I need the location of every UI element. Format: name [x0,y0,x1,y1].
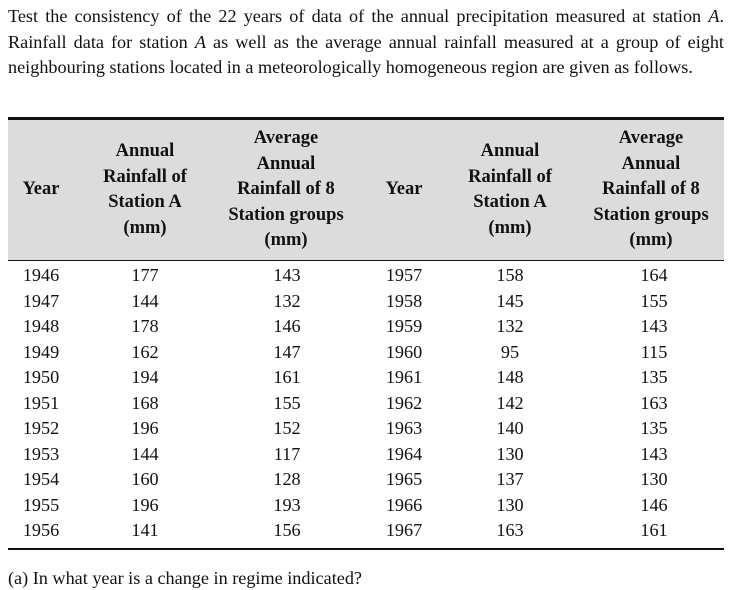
station-a-rainfall-cell: 144 [131,290,159,311]
header-year: Year [385,179,423,200]
rainfall-data-table [8,117,724,550]
station-a-rainfall-cell: 158 [496,265,524,285]
year-cell: 1965 [385,469,423,489]
station-a-rainfall-cell: 162 [131,341,159,362]
year-cell: 1963 [385,418,423,438]
header-average-rainfall: Average Annual Rainfall of 8 Station groups (mm) [593,128,709,251]
table-bottom-rule [8,548,724,550]
table-row [8,493,724,519]
station-a-rainfall-cell: 196 [131,494,159,515]
year-cell: 1961 [385,367,423,387]
table-row [8,442,724,468]
average-rainfall-cell: 128 [273,469,301,489]
year-cell: 1966 [385,494,423,515]
year-cell: 1951 [22,392,60,413]
station-a-rainfall-cell: 95 [500,341,520,362]
station-a-rainfall-cell: 130 [496,443,524,464]
table-row [8,314,724,340]
year-cell: 1947 [22,290,60,311]
year-cell: 1955 [22,494,60,515]
average-rainfall-cell: 146 [640,494,668,515]
station-name: A [194,31,206,52]
station-a-rainfall-cell: 160 [131,469,159,489]
average-rainfall-cell: 156 [273,520,301,540]
table-row [8,518,724,544]
station-a-rainfall-cell: 130 [496,494,524,515]
average-rainfall-cell: 152 [273,418,301,438]
station-a-rainfall-cell: 141 [131,520,159,540]
average-rainfall-cell: 163 [640,392,668,413]
table-row [8,263,724,289]
station-a-rainfall-cell: 140 [496,418,524,438]
year-cell: 1962 [385,392,423,413]
station-a-rainfall-cell: 177 [131,265,159,285]
table-row [8,365,724,391]
year-cell: 1958 [385,290,423,311]
year-cell: 1959 [385,316,423,336]
table-row [8,416,724,442]
year-cell: 1954 [22,469,60,489]
station-a-rainfall-cell: 137 [496,469,524,489]
station-a-rainfall-cell: 194 [131,367,159,387]
table-row [8,391,724,417]
year-cell: 1952 [22,418,60,438]
station-a-rainfall-cell: 145 [496,290,524,311]
year-cell: 1948 [22,316,60,336]
year-cell: 1967 [385,520,423,540]
average-rainfall-cell: 146 [273,316,301,336]
average-rainfall-cell: 147 [273,341,301,362]
intro-part-1: Test the consistency of the 22 years of data of the annual precipitation measured at station [8,6,709,26]
year-cell: 1949 [22,341,60,362]
question-text: (a) In what year is a change in regime indicated? [8,568,362,588]
station-a-rainfall-cell: 148 [496,367,524,387]
average-rainfall-cell: 143 [640,316,668,336]
average-rainfall-cell: 155 [640,290,668,311]
header-station-a-rainfall: Annual Rainfall of Station A (mm) [468,141,552,238]
year-cell: 1960 [385,341,423,362]
station-a-rainfall-cell: 142 [496,392,524,413]
average-rainfall-cell: 115 [640,341,668,362]
station-a-rainfall-cell: 196 [131,418,159,438]
table-row [8,340,724,366]
average-rainfall-cell: 135 [640,367,668,387]
year-cell: 1946 [22,265,60,285]
station-a-rainfall-cell: 168 [131,392,159,413]
average-rainfall-cell: 143 [273,265,301,285]
table-row [8,289,724,315]
average-rainfall-cell: 164 [640,265,668,285]
year-cell: 1953 [22,443,60,464]
average-rainfall-cell: 132 [273,290,301,311]
year-cell: 1950 [22,367,60,387]
problem-statement [8,4,724,81]
header-year: Year [22,179,60,200]
year-cell: 1964 [385,443,423,464]
station-a-rainfall-cell: 144 [131,443,159,464]
intro-part-3: as well as the average annual rainfall measured at a group of eight neighbouring stations located in a meteorologically homogeneous region are given as follows. [8,31,724,77]
station-name: A [708,6,720,26]
header-average-rainfall: Average Annual Rainfall of 8 Station groups (mm) [228,128,344,251]
average-rainfall-cell: 135 [640,418,668,438]
table-header-rule [8,260,724,261]
average-rainfall-cell: 161 [273,367,301,387]
station-a-rainfall-cell: 132 [496,316,524,336]
year-cell: 1957 [385,265,423,285]
station-a-rainfall-cell: 163 [496,520,524,540]
table-row [8,467,724,493]
station-a-rainfall-cell: 178 [131,316,159,336]
average-rainfall-cell: 155 [273,392,301,413]
average-rainfall-cell: 193 [273,494,301,515]
average-rainfall-cell: 117 [273,443,301,464]
year-cell: 1956 [22,520,60,540]
header-station-a-rainfall: Annual Rainfall of Station A (mm) [103,141,187,238]
average-rainfall-cell: 161 [640,520,668,540]
average-rainfall-cell: 130 [640,469,668,489]
average-rainfall-cell: 143 [640,443,668,464]
intro-part-2: . Rainfall data for station [8,6,724,52]
